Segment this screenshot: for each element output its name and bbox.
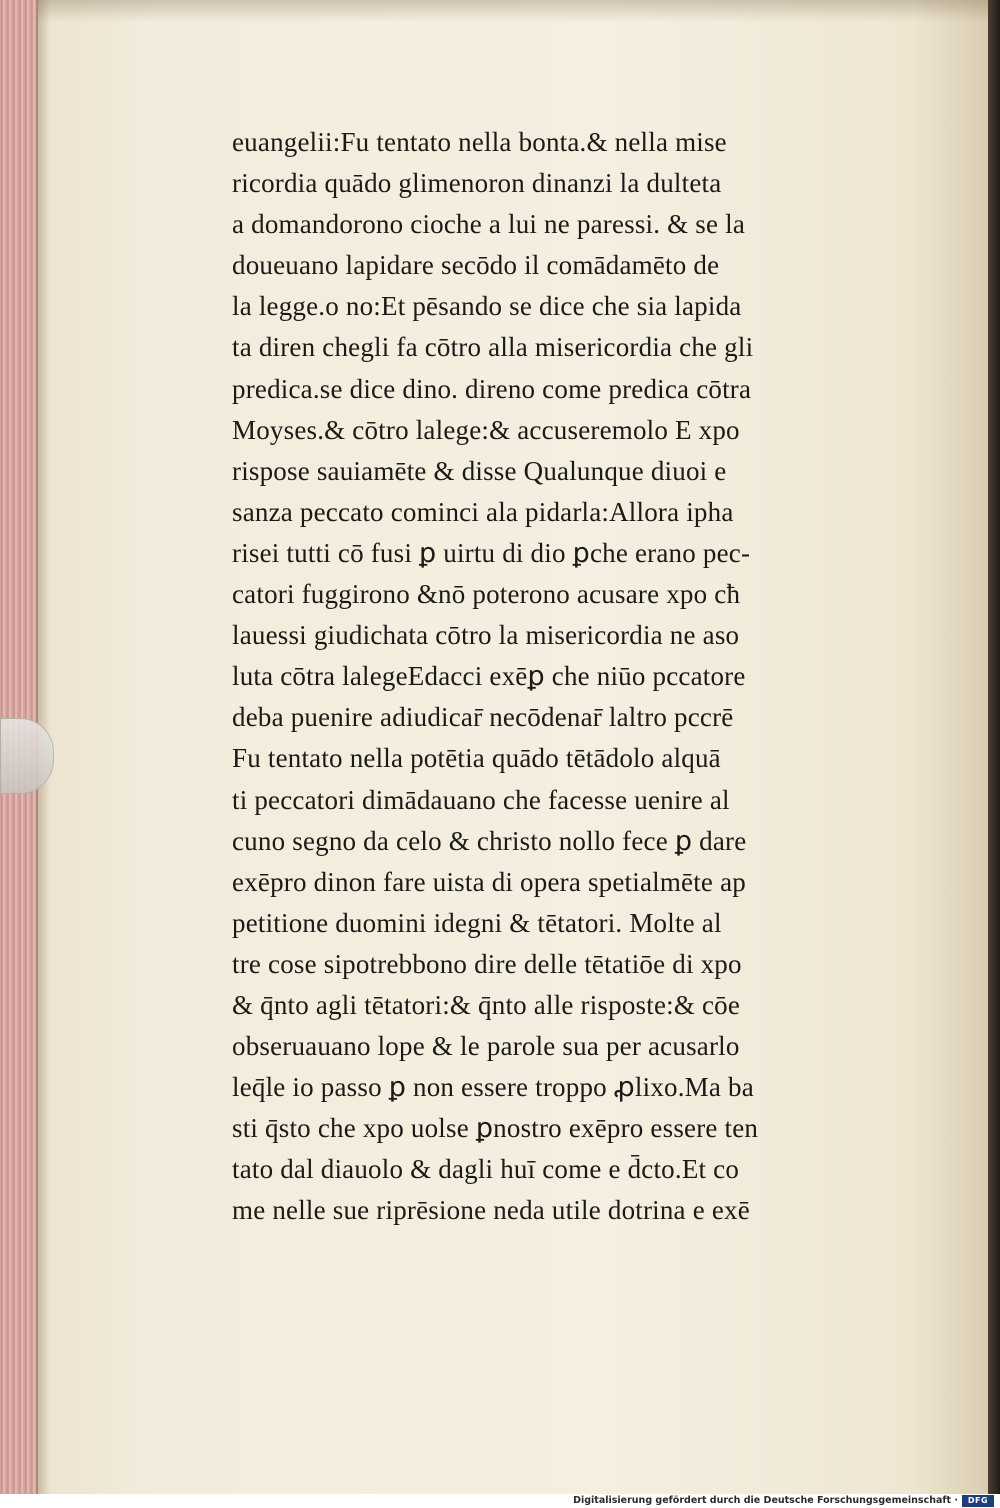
text-line: ta diren chegli fa cōtro alla misericordia che gli: [232, 332, 754, 363]
text-line: ti peccatori dimādauano che facesse uenire al: [232, 784, 730, 815]
book-binding: [988, 0, 1000, 1494]
text-line: leq̄le io passo ꝑ non essere troppo ꝓlixo.Ma ba: [232, 1072, 754, 1103]
text-line: sti q̄sto che xpo uolse ꝑnostro exēpro essere ten: [232, 1113, 759, 1144]
text-line: Fu tentato nella potētia quādo tētādolo alquā: [232, 743, 721, 774]
page-top-shadow: [38, 0, 988, 22]
text-line: a domandorono cioche a lui ne paressi. & se la: [232, 209, 746, 240]
text-line: catori fuggirono &nō poterono acusare xpo cħ: [232, 579, 741, 610]
text-line: euangelii:Fu tentato nella bonta.& nella mise: [232, 127, 727, 157]
text-line: rispose sauiamēte & disse Qualunque diuoi e: [232, 455, 727, 486]
text-line: petitione duomini idegni & tētatori. Molte al: [232, 907, 722, 938]
text-line: sanza peccato cominci ala pidarla:Allora ipha: [232, 496, 734, 527]
text-line: & q̄nto agli tētatori:& q̄nto alle risposte:& cōe: [232, 989, 741, 1020]
text-line: risei tutti cō fusi ꝑ uirtu di dio ꝑche erano pec-: [232, 537, 751, 568]
text-line: exēpro dinon fare uista di opera spetialmēte ap: [232, 866, 746, 897]
dfg-logo: DFG: [962, 1495, 994, 1507]
text-line: tato dal diauolo & dagli huī come e d̄cto.Et co: [232, 1154, 740, 1185]
printed-text-block: [232, 122, 872, 1232]
text-line: Moyses.& cōtro lalege:& accuseremolo E xpo: [232, 414, 740, 445]
digitization-credit: Digitalisierung gefördert durch die Deutsche Forschungsgemeinschaft ·: [573, 1495, 958, 1506]
footer-bar: [0, 1494, 1000, 1508]
text-line: lauessi giudichata cōtro la misericordia ne aso: [232, 620, 740, 651]
text-line: me nelle sue riprēsione neda utile dotrina e exē: [232, 1195, 750, 1226]
text-line: deba puenire adiudicar̄ necōdenar̄ laltro pccrē: [232, 702, 734, 733]
text-line: ricordia quādo glimenoron dinanzi la dulteta: [232, 168, 722, 199]
text-line: obseruauano lope & le parole sua per acusarlo: [232, 1031, 740, 1062]
text-line: cuno segno da celo & christo nollo fece ꝑ dare: [232, 825, 747, 856]
text-line: predica.se dice dino. direno come predica cōtra: [232, 373, 752, 404]
text-line: luta cōtra lalegeEdacci exēꝑ che niūo pccatore: [232, 661, 746, 692]
text-line: la legge.o no:Et pēsando se dice che sia lapida: [232, 291, 742, 322]
text-line: tre cose sipotrebbono dire delle tētatiōe di xpo: [232, 948, 742, 979]
text-line: doueuano lapidare secōdo il comādamēto de: [232, 250, 720, 281]
